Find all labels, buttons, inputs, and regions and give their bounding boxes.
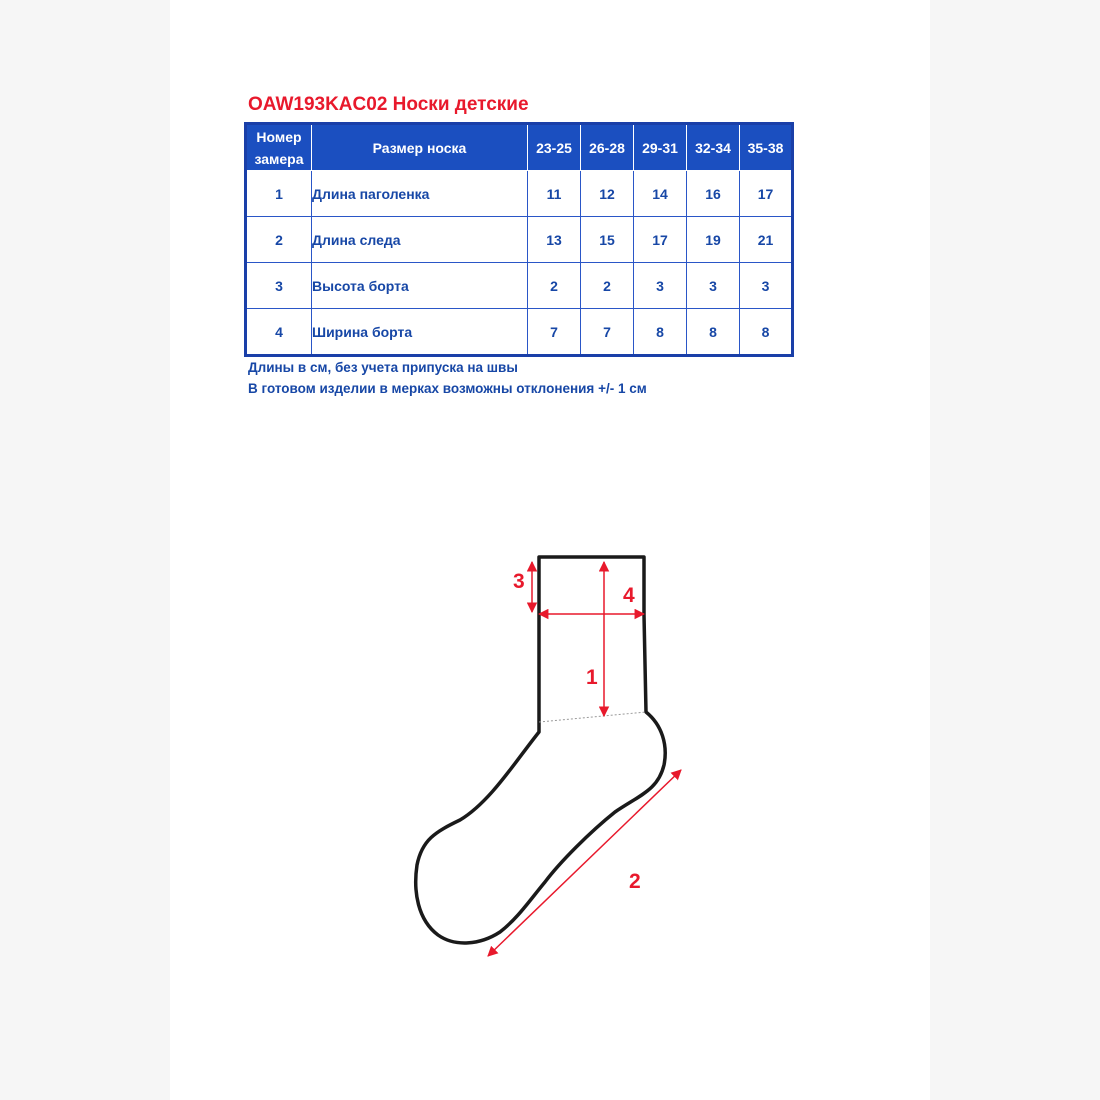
measure-value: 19	[687, 217, 740, 263]
measure-value: 8	[740, 309, 793, 356]
header-size: 26-28	[581, 124, 634, 171]
measure-name: Высота борта	[312, 263, 528, 309]
measure-name: Длина паголенка	[312, 171, 528, 217]
measure-value: 11	[528, 171, 581, 217]
measure-value: 3	[687, 263, 740, 309]
measure-value: 14	[634, 171, 687, 217]
sock-outline	[416, 557, 665, 943]
header-size: 35-38	[740, 124, 793, 171]
measure-value: 2	[581, 263, 634, 309]
header-size: 29-31	[634, 124, 687, 171]
measure-value: 16	[687, 171, 740, 217]
table-row	[246, 217, 793, 263]
header-number-line1: Номер	[256, 128, 302, 145]
measure-value: 3	[634, 263, 687, 309]
product-title: OAW193KAC02 Носки детские	[248, 94, 529, 115]
measure-value: 21	[740, 217, 793, 263]
measure-value: 8	[687, 309, 740, 356]
measure-2-label: 2	[629, 870, 641, 893]
measure-value: 13	[528, 217, 581, 263]
measure-name: Длина следа	[312, 217, 528, 263]
measure-4-label: 4	[623, 584, 635, 607]
measure-number: 4	[246, 309, 312, 356]
measure-value: 17	[634, 217, 687, 263]
measure-value: 15	[581, 217, 634, 263]
measure-value: 12	[581, 171, 634, 217]
measure-value: 7	[528, 309, 581, 356]
table-row	[246, 263, 793, 309]
table-notes	[248, 357, 647, 399]
measure-value: 17	[740, 171, 793, 217]
measure-value: 3	[740, 263, 793, 309]
table-row	[246, 309, 793, 356]
measure-value: 7	[581, 309, 634, 356]
measure-value: 8	[634, 309, 687, 356]
ankle-dotted-line	[539, 712, 646, 722]
note-tolerance: В готовом изделии в мерках возможны отклонения +/- 1 см	[248, 381, 647, 396]
sock-measurement-diagram	[400, 540, 700, 980]
measure-number: 3	[246, 263, 312, 309]
measure-2-arrow	[488, 770, 681, 956]
table-row	[246, 171, 793, 217]
size-table-header	[246, 124, 793, 171]
header-size-label: Размер носка	[312, 124, 528, 171]
size-table	[244, 122, 794, 357]
header-measure-number	[246, 124, 312, 171]
measure-3-label: 3	[513, 570, 525, 593]
header-size: 32-34	[687, 124, 740, 171]
header-number-line2: замера	[254, 150, 304, 167]
measure-1-label: 1	[586, 666, 598, 689]
note-units: Длины в см, без учета припуска на швы	[248, 360, 518, 375]
measure-value: 2	[528, 263, 581, 309]
measure-number: 2	[246, 217, 312, 263]
header-size: 23-25	[528, 124, 581, 171]
sock-diagram-svg	[400, 540, 700, 980]
measure-number: 1	[246, 171, 312, 217]
measure-name: Ширина борта	[312, 309, 528, 356]
